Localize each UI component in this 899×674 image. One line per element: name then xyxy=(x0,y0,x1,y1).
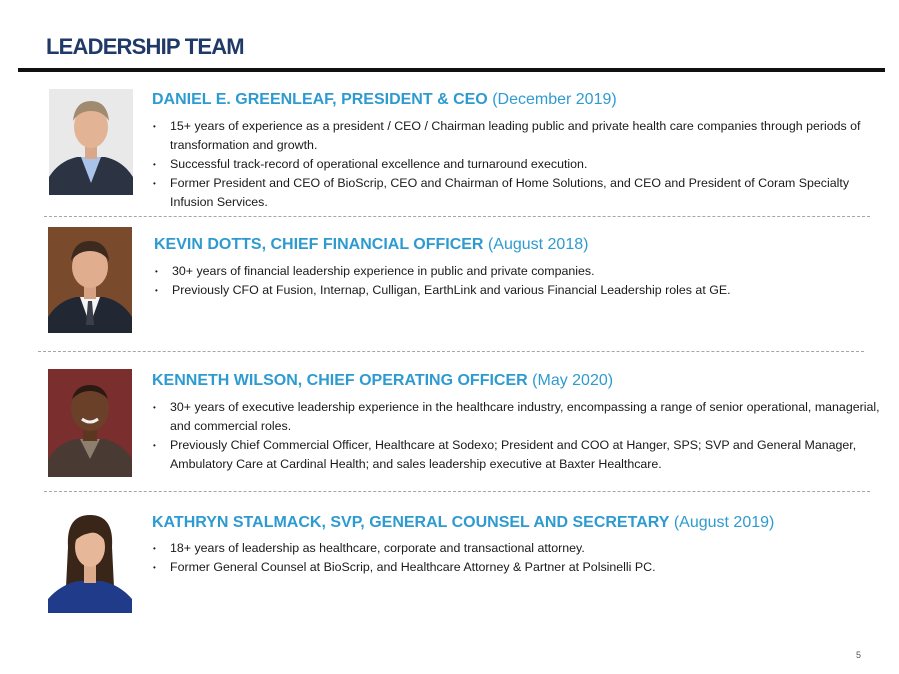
bullet-item: • Successful track-record of operational excellence and turnaround execution. xyxy=(153,155,885,174)
leader-name: KENNETH WILSON, CHIEF OPERATING OFFICER xyxy=(152,372,528,389)
leader-start-date: (December 2019) xyxy=(492,91,617,108)
bullet-item: • Previously Chief Commercial Officer, Healthcare at Sodexo; President and COO at Hanger, SPS; SVP and General Manager, Ambulatory Care at Cardinal Health; and sales leadership executive at Baxter Healthcare. xyxy=(153,436,888,474)
leader-name-heading xyxy=(152,372,613,390)
leader-photo xyxy=(49,89,133,195)
bullet-item: • 30+ years of executive leadership experience in the healthcare industry, encompassing a range of senior operational, managerial, and commercial roles. xyxy=(153,398,888,436)
leader-start-date: (August 2019) xyxy=(673,514,775,531)
leader-name-heading xyxy=(152,91,617,109)
leader-name: KEVIN DOTTS, CHIEF FINANCIAL OFFICER xyxy=(154,236,484,253)
title-rule xyxy=(18,68,885,72)
leader-bullets xyxy=(153,117,885,212)
bullet-item: • 30+ years of financial leadership experience in public and private companies. xyxy=(155,262,885,281)
leader-bullets xyxy=(153,539,883,577)
leader-bullets xyxy=(153,398,888,474)
leader-photo xyxy=(48,507,132,613)
leader-start-date: (August 2018) xyxy=(487,236,589,253)
bullet-item: • Previously CFO at Fusion, Internap, Culligan, EarthLink and various Financial Leadership roles at GE. xyxy=(155,281,885,300)
bullet-item: • Former General Counsel at BioScrip, and Healthcare Attorney & Partner at Polsinelli PC. xyxy=(153,558,883,577)
bullet-item: • Former President and CEO of BioScrip, CEO and Chairman of Home Solutions, and CEO and President of Coram Specialty Infusion Services. xyxy=(153,174,885,212)
leader-start-date: (May 2020) xyxy=(532,372,614,389)
section-divider xyxy=(38,351,864,352)
leader-name: DANIEL E. GREENLEAF, PRESIDENT & CEO xyxy=(152,91,488,108)
bullet-item: • 15+ years of experience as a president / CEO / Chairman leading public and private health care companies through periods of transformation and growth. xyxy=(153,117,885,155)
page-title: LEADERSHIP TEAM xyxy=(46,34,244,59)
leader-bullets xyxy=(155,262,885,300)
bullet-item: • 18+ years of leadership as healthcare, corporate and transactional attorney. xyxy=(153,539,883,558)
leader-name-heading xyxy=(152,514,774,532)
section-divider xyxy=(44,216,870,217)
leader-name: KATHRYN STALMACK, SVP, GENERAL COUNSEL AND SECRETARY xyxy=(152,514,670,531)
leader-name-heading xyxy=(154,236,588,254)
page-number: 5 xyxy=(856,650,862,660)
leader-photo xyxy=(48,369,132,477)
leader-photo xyxy=(48,227,132,333)
section-divider xyxy=(44,491,870,492)
